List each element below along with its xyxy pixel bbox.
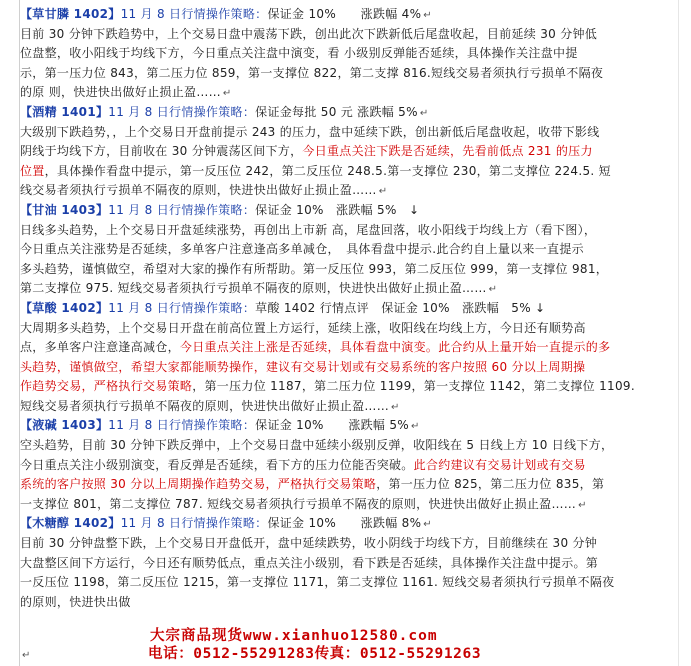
text-run: 大级别下跌趋势，，上个交易日开盘前提示 243 的压力，盘中延续下跌，创出新低后尾盘收起，收带下影线	[20, 124, 600, 139]
paragraph-mark-icon: ↵	[423, 10, 432, 21]
text-run: 目前 30 分钟下跌趋势中，上个交易日盘中震荡下跌，创出此次下跌新低后尾盘收起，目前延续 30 分钟低	[20, 26, 598, 41]
section-text-line	[20, 436, 680, 456]
text-run: 保证金 10% 涨跌幅 5%	[255, 418, 409, 433]
footer-website: 大宗商品现货www.xianhuo12580.com	[150, 628, 438, 644]
text-run: 草酸 1402 行情点评 保证金 10% 涨跌幅 5% ↓	[255, 300, 546, 315]
section-header-line	[20, 416, 680, 436]
footer-contact: 电话：0512-55291283传真：0512-55291263	[148, 646, 482, 662]
section-header-line	[20, 201, 680, 221]
text-run: 空头趋势，目前 30 分钟下跌反弹中，上个交易日盘中延续小级别反弹，收阳线在 5 日线上方 10 日线下方，	[20, 438, 614, 453]
text-run: 保证金 10% 涨跌幅 8%	[267, 516, 422, 531]
text-run: 阴线于均线下方，目前收在 30 分钟震荡区间下方，	[20, 144, 303, 159]
section-text-line	[20, 221, 680, 241]
paragraph-mark-icon: ↵	[419, 107, 429, 119]
section-text-line	[20, 64, 680, 84]
section-text-line	[20, 397, 680, 417]
section-text-line	[20, 593, 680, 613]
section-text-line	[20, 554, 680, 574]
section-text-line	[20, 456, 680, 476]
section-text-line	[20, 495, 680, 515]
section-text-line	[20, 83, 680, 103]
text-run: 示，第一压力位 843，第二压力位 859，第一支撑位 822，第二支撑 816.短线交易者须执行亏损单不隔夜	[20, 65, 604, 80]
section-text-line	[20, 240, 680, 260]
highlight-text: 作趋势交易，严格执行交易策略	[20, 379, 193, 394]
text-run: 目前 30 分钟盘整下跌，上个交易日开盘低开，盘中延续跌势，收小阴线于均线下方，目前继续在 30 分钟	[20, 536, 598, 551]
text-run: 一反压位 1198，第二反压位 1215，第一支撑位 1171，第二支撑位 1161. 短线交易者须执行亏损单不隔夜	[20, 575, 615, 590]
paragraph-mark-icon: ↵	[488, 284, 498, 296]
document-body	[20, 5, 680, 612]
section-text-line	[20, 573, 680, 593]
strategy-section	[20, 5, 680, 103]
text-run: 大盘整区间下方运行，今日还有顺势低点，重点关注小级别，看下跌是否延续，具体操作关注盘中提示。第	[20, 555, 599, 570]
highlight-text: 今日重点关注上涨是否延续，具体看盘中演变。此合约从上量开始一直提示的多	[179, 340, 611, 355]
text-run: 的原则，快进快出做	[20, 594, 131, 609]
section-text-line	[20, 260, 680, 280]
end-paragraph-mark: ↵	[22, 650, 31, 661]
text-run: ，具体操作看盘中提示，第一反压位 242，第二反压位 248.5.第一支撑位 230，第二支撑位 224.5. 短	[44, 163, 611, 178]
text-run: 保证金 10% 涨跌幅 5% ↓	[255, 202, 420, 217]
product-code-label: 【液碱 1403】	[20, 418, 109, 433]
section-header-line	[20, 5, 680, 25]
product-code-label: 【甘油 1403】	[20, 202, 109, 217]
section-text-line	[20, 142, 680, 162]
strategy-date-label: 11 月 8 日行情操作策略：	[120, 7, 268, 21]
product-code-label: 【酒精 1401】	[20, 104, 109, 119]
strategy-section	[20, 299, 680, 417]
text-run: 大周期多头趋势，上个交易日开盘在前高位置上方运行，延续上涨，收阳线在均线上方，今日还有顺势高	[20, 320, 586, 335]
text-run: 的原 则，快进快出做好止损止盈……	[20, 85, 221, 100]
product-code-label: 【草甘膦 1402】	[20, 7, 121, 21]
strategy-date-label: 11 月 8 日行情操作策略：	[108, 300, 256, 315]
paragraph-mark-icon: ↵	[423, 519, 432, 531]
section-text-line	[20, 338, 680, 358]
highlight-text: 系统的客户按照 30 分以上周期操作趋势交易，严格执行交易策略	[20, 477, 377, 492]
section-text-line	[20, 377, 680, 397]
text-run: 位盘整，收小阳线于均线下方，今日重点关注盘中演变，看 小级别反弹能否延续，具体操作关注盘中提	[20, 46, 578, 61]
section-text-line	[20, 25, 680, 45]
section-text-line	[20, 181, 680, 201]
paragraph-mark-icon: ↵	[391, 401, 400, 413]
paragraph-mark-icon: ↵	[410, 421, 420, 433]
highlight-text: 此合约建议有交易计划或有交易	[413, 457, 586, 472]
text-run: 点，多单客户注意逢高减仓，	[20, 340, 180, 355]
section-text-line	[20, 319, 680, 339]
section-text-line	[20, 44, 680, 64]
strategy-section	[20, 103, 680, 201]
text-run: ，第一压力位 825，第二压力位 835，第	[376, 477, 605, 492]
section-text-line	[20, 162, 680, 182]
strategy-date-label: 11 月 8 日行情操作策略：	[120, 516, 268, 531]
strategy-section	[20, 416, 680, 514]
section-text-line	[20, 534, 680, 554]
section-text-line	[20, 123, 680, 143]
text-run: ，第一压力位 1187，第二压力位 1199，第一支撑位 1142，第二支撑位 1109.	[192, 379, 635, 394]
highlight-text: 位置	[20, 163, 45, 178]
product-code-label: 【草酸 1402】	[20, 300, 109, 315]
section-text-line	[20, 475, 680, 495]
product-code-label: 【木糖醇 1402】	[20, 516, 121, 531]
text-run: 今日重点关注小级别演变，看反弹是否延续，看下方的压力位能否突破。	[20, 457, 414, 472]
text-run: 线交易者须执行亏损单不隔夜的原则，快进快出做好止损止盈……	[20, 183, 377, 198]
section-text-line	[20, 279, 680, 299]
section-header-line	[20, 299, 680, 319]
strategy-date-label: 11 月 8 日行情操作策略：	[108, 104, 256, 119]
section-header-line	[20, 514, 680, 534]
highlight-text: 今日重点关注下跌是否延续，先看前低点 231 的压力	[302, 144, 593, 159]
section-header-line	[20, 103, 680, 123]
text-run: 保证金 10% 涨跌幅 4%	[267, 7, 422, 21]
strategy-date-label: 11 月 8 日行情操作策略：	[108, 418, 256, 433]
text-run: 日线多头趋势，上个交易日开盘延续涨势，再创出上市新 高，尾盘回落，收小阳线于均线上方（看下图），	[20, 222, 597, 237]
section-text-line	[20, 358, 680, 378]
paragraph-mark-icon: ↵	[222, 88, 232, 100]
strategy-section	[20, 201, 680, 299]
text-run: 一支撑位 801，第二支撑位 787. 短线交易者须执行亏损单不隔夜的原则，快进快出做好止损止盈……	[20, 496, 577, 511]
strategy-section	[20, 514, 680, 612]
text-run: 短线交易者须执行亏损单不隔夜的原则，快进快出做好止损止盈……	[20, 398, 390, 413]
text-run: 多头趋势，谨慎做空，希望对大家的操作有所帮助。第一反压位 993，第二反压位 999，第一支撑位 981，	[20, 261, 609, 276]
text-run: 第二支撑位 975. 短线交易者须执行亏损单不隔夜的原则，快进快出做好止损止盈……	[20, 281, 487, 296]
paragraph-mark-icon: ↵	[578, 499, 587, 511]
highlight-text: 头趋势，谨慎做空，希望大家都能顺势操作，建议有交易计划或有交易系统的客户按照 60 分以上周期操	[20, 359, 586, 374]
text-run: 保证金每批 50 元 涨跌幅 5%	[255, 104, 418, 119]
text-run: 今日重点关注涨势是否延续，多单客户注意逢高多单减仓， 具体看盘中提示.此合约自上量以来一直提示	[20, 242, 584, 257]
strategy-date-label: 11 月 8 日行情操作策略：	[108, 202, 256, 217]
paragraph-mark-icon: ↵	[378, 186, 388, 198]
